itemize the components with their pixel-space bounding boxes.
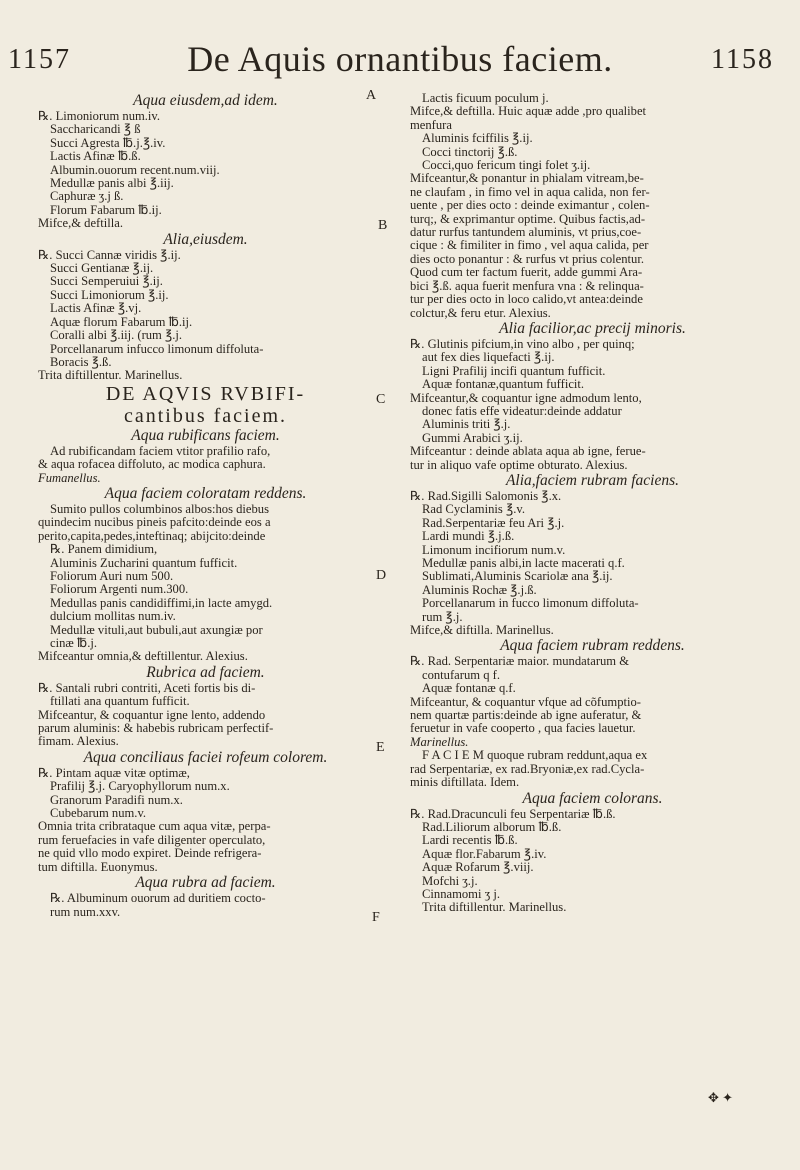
recipe-heading: Aqua faciem coloratam reddens.	[104, 484, 307, 502]
text-line: Ligni Prafilij incifi quantum fufficit.	[422, 364, 606, 378]
text-line: contufarum q f.	[422, 668, 500, 682]
recipe-heading: Alia,eiusdem.	[163, 230, 248, 248]
text-line: Foliorum Auri num 500.	[50, 569, 174, 583]
page-number-left: 1157	[8, 44, 71, 75]
ornament-icon: ✥ ✦	[708, 1090, 734, 1105]
text-line: Sumito pullos columbinos albos:hos diebus	[50, 502, 270, 516]
recipe-heading: Aqua faciem rubram reddens.	[500, 637, 685, 655]
text-line: Mifceantur,& ponantur in phialam vitream,be-	[410, 172, 644, 186]
margin-letter-f: F	[372, 910, 380, 925]
text-line: uente , per dies octo : deinde eximantur , colen-	[410, 199, 650, 213]
text-line: Lactis Afinæ ℔.ß.	[50, 150, 141, 164]
text-line: & aqua rofacea diffoluto, ac modica caphura.	[38, 458, 266, 472]
text-line: tum diftilla. Euonymus.	[38, 860, 158, 874]
text-line: ℞. Pintam aquæ vitæ optimæ,	[38, 766, 190, 780]
text-line: Gummi Arabici ʒ.ij.	[422, 431, 523, 445]
recipe-heading: Rubrica ad faciem.	[146, 663, 265, 681]
text-line: ℞. Limoniorum num.iv.	[38, 110, 161, 123]
text-line: Mifceantur : deinde ablata aqua ab igne, ferue-	[410, 445, 646, 459]
margin-letter-c: C	[376, 392, 386, 407]
recipe-heading: Alia,faciem rubram faciens.	[505, 471, 680, 489]
text-line: Florum Fabarum ℔.ij.	[50, 203, 162, 217]
left-column	[38, 92, 373, 919]
text-line: bici ℥.ß. aqua fuerit menfura vna : & relinqua-	[410, 279, 644, 293]
recipe-heading: Aqua rubra ad faciem.	[135, 874, 276, 892]
text-line: ℞. Rad.Sigilli Salomonis ℥.x.	[410, 489, 562, 503]
text-line: turq;, & exprimantur optime. Quibus factis,ad-	[410, 212, 646, 226]
text-line: Mifceantur, & coquantur vfque ad cõfumptio-	[410, 695, 642, 709]
text-line: datur rurfus tantundem aluminis, vt prius,coe-	[410, 226, 642, 240]
text-line: ℞. Santali rubri contriti, Aceti fortis bis di-	[38, 681, 256, 695]
text-line: rum feruefacies in vafe diligenter operculato,	[38, 833, 266, 847]
text-line: ℞. Glutinis pifcium,in vino albo , per quinq;	[410, 337, 635, 351]
text-line: Caphuræ ʒ.j ß.	[50, 190, 124, 204]
text-line: Trita diftillentur. Marinellus.	[38, 369, 183, 383]
section-heading: cantibus faciem.	[123, 404, 288, 427]
text-line: Mifce,& deftilla.	[38, 217, 123, 231]
text-line: parum aluminis: & habebis rubricam perfectif-	[38, 722, 274, 736]
text-line: menfura	[410, 118, 452, 132]
text-line: rad Serpentariæ, ex rad.Bryoniæ,ex rad.Cycla-	[410, 762, 645, 776]
text-line: Lactis ficuum poculum j.	[422, 92, 549, 105]
text-line: nem quartæ partis:deinde ab igne auferatur, &	[410, 709, 642, 723]
text-line: rum num.xxv.	[50, 905, 121, 919]
text-line: ℞. Succi Cannæ viridis ℥.ij.	[38, 248, 181, 262]
text-line: Trita diftillentur. Marinellus.	[422, 901, 567, 915]
text-line: Medullæ panis albi,in lacte macerati q.f.	[422, 557, 625, 570]
text-line: Mofchi ʒ.j.	[422, 874, 478, 888]
text-line: Rad.Liliorum alborum ℔.ß.	[422, 820, 562, 834]
text-line: Aluminis fciffilis ℥.ij.	[422, 132, 533, 146]
text-line: Medullæ panis albi ℥.iij.	[50, 177, 174, 191]
text-line: Medullæ vituli,aut bubuli,aut axungiæ por	[50, 623, 263, 637]
text-line: Mifceantur omnia,& deftillentur. Alexius.	[38, 650, 248, 664]
text-line: Lardi mundi ℥.j.ß.	[422, 530, 515, 544]
text-line: Lactis Afinæ ℥.vj.	[50, 302, 142, 316]
right-column	[410, 92, 775, 915]
source-attribution: Marinellus.	[410, 735, 469, 749]
text-line: Succi Limoniorum ℥.ij.	[50, 288, 169, 302]
text-line: Porcellanarum in fucco limonum diffoluta-	[422, 597, 639, 611]
text-line: ne quid vllo modo expiret. Deinde refrigera-	[38, 847, 262, 861]
recipe-heading: Aqua faciem colorans.	[522, 789, 663, 807]
text-line: ℞. Albuminum ouorum ad duritiem cocto-	[50, 892, 266, 906]
text-line: perito,capita,pedes,inteftinaq; abijcito:deinde	[38, 529, 266, 543]
text-line: rum ℥.j.	[422, 610, 463, 624]
text-line: donec fatis effe videatur:deinde addatur	[422, 404, 622, 418]
text-line: ne claufam , in fimo vel in aqua calida, non fer-	[410, 185, 650, 199]
text-line: ℞. Panem dimidium,	[50, 543, 158, 557]
text-line: tur in aliquo vafe optime obturato. Alexius.	[410, 458, 628, 472]
text-line: Cocci,quo fericum tingi folet ʒ.ij.	[422, 159, 591, 173]
text-line: Aluminis Zucharini quantum fufficit.	[50, 556, 238, 570]
text-line: Succi Semperuiui ℥.ij.	[50, 275, 163, 289]
text-line: ftillati ana quantum fufficit.	[50, 695, 190, 709]
recipe-heading: Alia facilior,ac precij minoris.	[499, 319, 686, 337]
text-line: quindecim nucibus pineis pafcito:deinde eos a	[38, 516, 271, 530]
text-line: fimam. Alexius.	[38, 735, 119, 749]
running-title: De Aquis ornantibus faciem.	[187, 39, 613, 79]
text-line: feruetur in vafe cooperto , qua facies lauetur.	[410, 722, 636, 736]
text-line: ℞. Rad.Dracunculi feu Serpentariæ ℔.ß.	[410, 807, 616, 821]
text-line: Aquæ florum Fabarum ℔.ij.	[50, 315, 193, 329]
recipe-heading: Aqua rubificans faciem.	[131, 426, 280, 444]
text-line: Mifce,& diftilla. Marinellus.	[410, 624, 554, 638]
text-line: Aquæ flor.Fabarum ℥.iv.	[422, 847, 547, 861]
text-line: Mifceantur, & coquantur igne lento, addendo	[38, 708, 266, 722]
source-attribution: Fumanellus.	[38, 471, 101, 485]
margin-letter-d: D	[376, 568, 387, 583]
text-line: colctur,& feru etur. Alexius.	[410, 306, 551, 320]
text-line: Cubebarum num.v.	[50, 807, 147, 821]
page-number-right: 1158	[711, 44, 774, 75]
text-line: Cinnamomi ʒ j.	[422, 887, 501, 901]
text-line: Foliorum Argenti num.300.	[50, 583, 189, 597]
text-line: Boracis ℥.ß.	[50, 355, 112, 369]
text-line: cinæ ℔.j.	[50, 637, 98, 650]
recipe-heading: Aqua eiusdem,ad idem.	[133, 92, 278, 109]
text-line: Quod cum ter factum fuerit, adde gummi Ara-	[410, 266, 643, 280]
text-line: Prafilij ℥.j. Caryophyllorum num.x.	[50, 780, 230, 794]
text-line: cique : & fimiliter in fimo , vel aqua calida, per	[410, 239, 649, 253]
text-line: Medullas panis candidiffimi,in lacte amygd.	[50, 596, 273, 610]
text-line: Granorum Paradifi num.x.	[50, 793, 183, 807]
recipe-heading: Aqua conciliaus faciei rofeum colorem.	[83, 748, 328, 766]
text-line: Aquæ fontanæ q.f.	[422, 682, 516, 696]
text-line: tur per dies octo in loco calido,vt antea:deinde	[410, 293, 643, 307]
text-line: dulcium mollitas num.iv.	[50, 610, 176, 624]
text-line: Mifceantur,& coquantur igne admodum lento,	[410, 391, 642, 405]
text-line: Coralli albi ℥.iij. (rum ℥.j.	[50, 329, 183, 343]
running-header	[0, 38, 800, 82]
text-line: Limonum incifiorum num.v.	[422, 543, 566, 557]
section-heading: DE AQVIS RVBIFI-	[105, 382, 306, 405]
text-line: Aluminis triti ℥.j.	[422, 418, 511, 432]
text-line: Saccharicandi ℥ ß	[50, 123, 141, 137]
text-line: Porcellanarum infucco limonum diffoluta-	[50, 342, 264, 356]
text-line: Aquæ Rofarum ℥.viij.	[422, 861, 534, 875]
text-line: Omnia trita cribrataque cum aqua vitæ, perpa-	[38, 820, 271, 834]
text-line: Lardi recentis ℔.ß.	[422, 834, 518, 848]
text-line: Ad rubificandam faciem vtitor prafilio rafo,	[50, 444, 271, 458]
text-line: Succi Gentianæ ℥.ij.	[50, 262, 154, 276]
text-line: Cocci tinctorij ℥.ß.	[422, 145, 518, 159]
text-line: Succi Agresta ℔.j.℥.iv.	[50, 136, 166, 150]
text-line: dies octo ponantur : & rurfus vt prius colentur.	[410, 252, 644, 266]
text-line: minis diftillata. Idem.	[410, 776, 520, 790]
text-line: Aluminis Rochæ ℥.j.ß.	[422, 583, 537, 597]
margin-letter-e: E	[376, 740, 385, 755]
margin-letter-b: B	[378, 218, 388, 233]
text-line: Albumin.ouorum recent.num.viij.	[50, 163, 220, 177]
text-line: Rad.Serpentariæ feu Ari ℥.j.	[422, 516, 565, 530]
text-line: Aquæ fontanæ,quantum fufficit.	[422, 378, 585, 392]
margin-letter-a: A	[366, 88, 377, 103]
text-line: ℞. Rad. Serpentariæ maior. mundatarum &	[410, 655, 630, 669]
text-line: aut fex dies liquefacti ℥.ij.	[422, 351, 555, 365]
text-line: Rad Cyclaminis ℥.v.	[422, 503, 526, 517]
text-line: Sublimati,Aluminis Scariolæ ana ℥.ij.	[422, 570, 613, 584]
text-line: Mifce,& deftilla. Huic aquæ adde ,pro qualibet	[410, 105, 647, 119]
text-line: F A C I E M quoque rubram reddunt,aqua ex	[422, 749, 648, 763]
